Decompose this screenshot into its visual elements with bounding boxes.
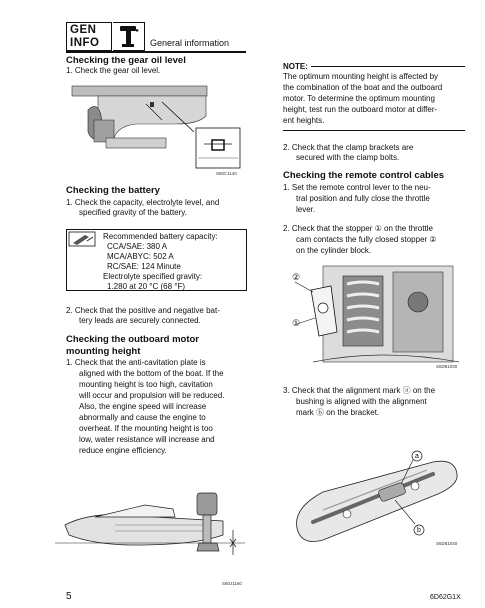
remote-step2-line: on the cylinder block. [296, 246, 372, 255]
outboard-motor-icon [113, 22, 145, 51]
note-bottom-rule [283, 130, 465, 131]
note-line: ent heights. [283, 116, 325, 125]
mounting-line: Also, the engine speed will increase [79, 402, 207, 411]
gen-label: GEN [70, 24, 97, 36]
battery-spec-box [66, 229, 247, 291]
battery-step1-line2: specified gravity of the battery. [79, 208, 187, 217]
mounting-heading-line1: Checking the outboard motor [66, 334, 199, 345]
boat-mounting-illustration [55, 475, 255, 570]
gear-oil-figure-code: S60C1140 [216, 171, 237, 176]
mounting-line: abnormally and cause the engine to [79, 413, 206, 422]
spec-line: Recommended battery capacity: [103, 232, 218, 241]
callout-a: a [415, 453, 419, 460]
throttle-figure-code: S6D81030 [436, 364, 458, 369]
document-code: 6D62G1X [430, 594, 461, 601]
mounting-line: mounting height is too high, cavitation [79, 380, 213, 389]
mounting-line: low, water resistance will increase and [79, 435, 215, 444]
spec-line: RC/SAE: 124 Minute [107, 262, 181, 271]
mounting-line: aligned with the bottom of the boat. If the [79, 369, 224, 378]
note-line: motor. To determine the optimum mounting [283, 94, 435, 103]
section-tab [66, 22, 112, 51]
section-title: General information [150, 38, 230, 48]
alignment-figure-code: S6D81040 [436, 541, 458, 546]
callout-b: b [417, 527, 421, 534]
mounting-figure-code: S60J1160 [222, 581, 242, 586]
remote-step3-line: mark ⓑ on the bracket. [296, 408, 380, 417]
battery-step2-line2: tery leads are securely connected. [79, 316, 201, 325]
battery-step1-line1: 1. Check the capacity, electrolyte level, and [66, 198, 220, 207]
remote-step2-line: cam contacts the fully closed stopper ② [296, 235, 437, 244]
info-label: INFO [70, 37, 100, 49]
mounting-line: will occur and propulsion will be reduced. [79, 391, 225, 400]
gear-oil-step1: 1. Check the gear oil level. [66, 66, 161, 75]
remote-step2-line: 2. Check that the stopper ① on the throttle [283, 224, 433, 233]
battery-heading: Checking the battery [66, 185, 160, 196]
gear-oil-heading: Checking the gear oil level [66, 55, 186, 66]
mounting-line: reduce engine efficiency. [79, 446, 167, 455]
mounting-line: overheat. If the mounting height is too [79, 424, 213, 433]
remote-step3-line: 3. Check that the alignment mark ⓐ on the [283, 386, 436, 395]
pencil-icon [69, 232, 95, 246]
clamp-step2-line2: secured with the clamp bolts. [296, 153, 400, 162]
mounting-line: 1. Check that the anti-cavitation plate is [66, 358, 206, 367]
gear-oil-illustration [66, 80, 246, 180]
note-line: height, test run the outboard motor at differ- [283, 105, 438, 114]
remote-step1-line: lever. [296, 205, 316, 214]
header-rule [66, 51, 246, 53]
note-line: the combination of the boat and the outboard [283, 83, 443, 92]
remote-step3-line: bushing is aligned with the alignment [296, 397, 427, 406]
remote-step1-line: 1. Set the remote control lever to the neu- [283, 183, 431, 192]
alignment-mark-illustration [283, 448, 463, 548]
spec-line: 1.280 at 20 °C (68 °F) [107, 282, 185, 291]
battery-step2-line1: 2. Check that the positive and negative bat- [66, 306, 220, 315]
spec-line: MCA/ABYC: 502 A [107, 252, 174, 261]
remote-step1-line: tral position and fully close the throttle [296, 194, 430, 203]
throttle-cam-illustration [283, 262, 463, 372]
note-label: NOTE: [283, 62, 311, 73]
spec-line: CCA/SAE: 380 A [107, 242, 168, 251]
callout-1: ① [292, 318, 301, 328]
callout-2: ② [292, 272, 301, 282]
spec-line: Electrolyte specified gravity: [103, 272, 203, 281]
clamp-step2-line1: 2. Check that the clamp brackets are [283, 143, 414, 152]
page-number: 5 [66, 591, 72, 602]
remote-heading: Checking the remote control cables [283, 170, 445, 181]
mounting-heading-line2: mounting height [66, 346, 141, 357]
note-line: The optimum mounting height is affected by [283, 72, 439, 81]
